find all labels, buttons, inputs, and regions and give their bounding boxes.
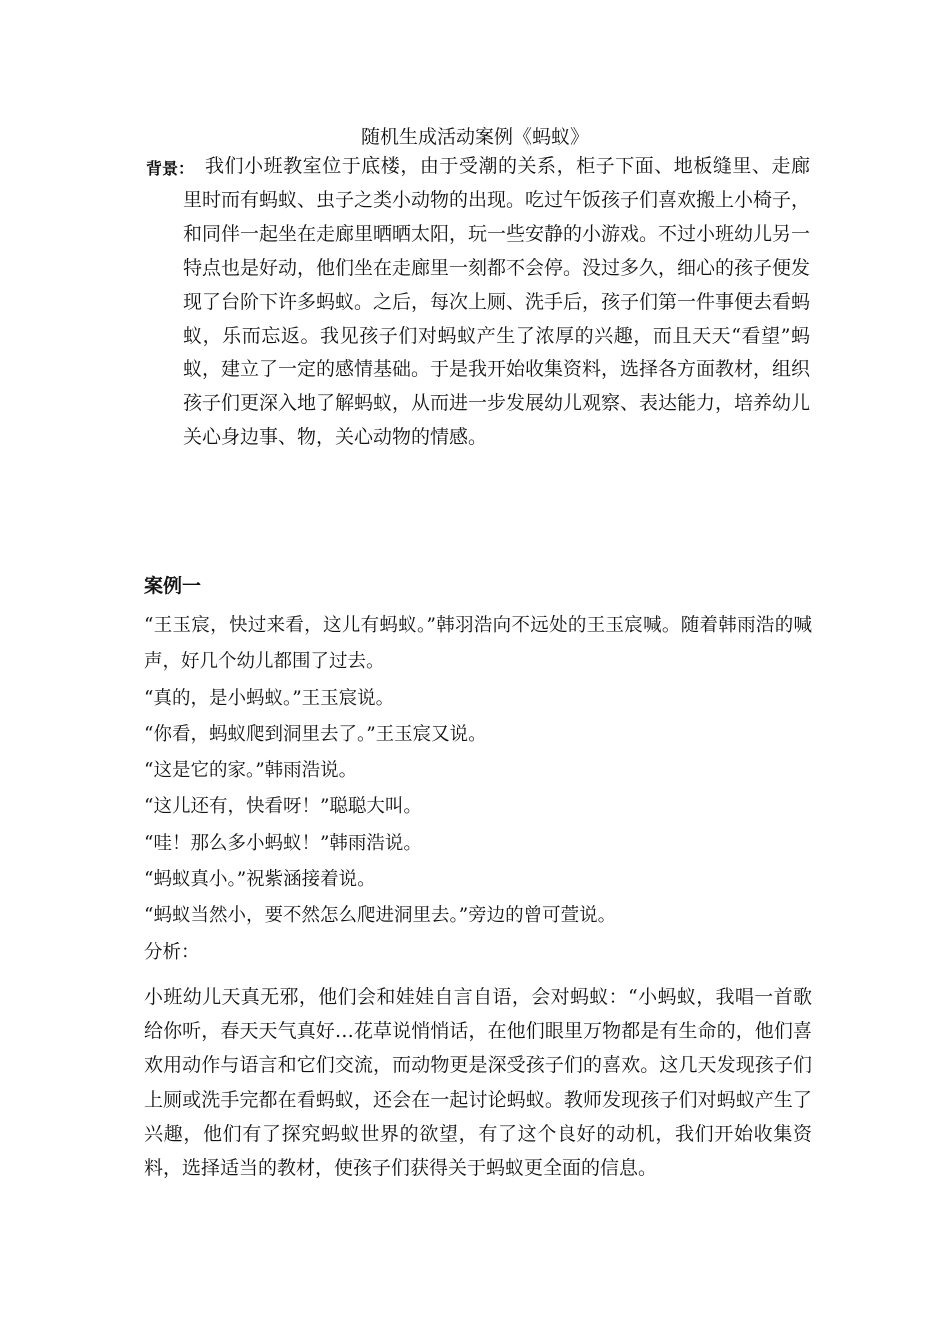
case-one-heading: 案例一 (144, 575, 202, 597)
dialogue-line: “你看，蚂蚁爬到洞里去了。”王玉宸又说。 (144, 723, 487, 745)
dialogue-line: “蚂蚁当然小，要不然怎么爬进洞里去。”旁边的曾可萱说。 (144, 905, 617, 927)
dialogue-line: “这儿还有，快看呀！”聪聪大叫。 (144, 796, 422, 818)
background-paragraph: 我们小班教室位于底楼，由于受潮的关系，柜子下面、地板缝里、走廊里时而有蚂蚁、虫子之类小动物的出现。吃过午饭孩子们喜欢搬上小椅子，和同伴一起坐在走廊里晒晒太阳，玩一些安静的小游戏。不过小班幼儿另一特点也是好动，他们坐在走廊里一刻都不会停。没过多久，细心的孩子便发现了台阶下许多蚂蚁。之后，每次上厕、洗手后，孩子们第一件事便去看蚂蚁，乐而忘返。我见孩子们对蚂蚁产生了浓厚的兴趣，而且天天“看望”蚂蚁，建立了一定的感情基础。于是我开始收集资料，选择各方面教材，组织孩子们更深入地了解蚂蚁，从而进一步发展幼儿观察、表达能力，培养幼儿关心身边事、物，关心动物的情感。 (183, 155, 811, 449)
analysis-label: 分析： (144, 941, 200, 963)
dialogue-line: “王玉宸，快过来看，这儿有蚂蚁。”韩羽浩向不远处的王玉宸喊。随着韩雨浩的喊声，好几个幼儿都围了过去。 (144, 615, 812, 673)
document-title: 随机生成活动案例《蚂蚁》 (360, 126, 589, 148)
dialogue-line: “这是它的家。”韩雨浩说。 (144, 760, 358, 782)
dialogue-line: “蚂蚁真小。”祝紫涵接着说。 (144, 869, 376, 891)
background-label: 背景： (146, 159, 195, 178)
case-one-dialogue (144, 608, 812, 971)
dialogue-line: “哇！那么多小蚂蚁！”韩雨浩说。 (144, 832, 422, 854)
dialogue-line: “真的，是小蚂蚁。”王玉宸说。 (144, 687, 395, 709)
analysis-paragraph: 小班幼儿天真无邪，他们会和娃娃自言自语，会对蚂蚁：“小蚂蚁，我唱一首歌给你听，春天天气真好…花草说悄悄话，在他们眼里万物都是有生命的，他们喜欢用动作与语言和它们交流，而动物更是深受孩子们的喜欢。这几天发现孩子们上厕或洗手完都在看蚂蚁，还会在一起讨论蚂蚁。教师发现孩子们对蚂蚁产生了兴趣，他们有了探究蚂蚁世界的欲望，有了这个良好的动机，我们开始收集资料，选择适当的教材，使孩子们获得关于蚂蚁更全面的信息。 (144, 986, 812, 1180)
